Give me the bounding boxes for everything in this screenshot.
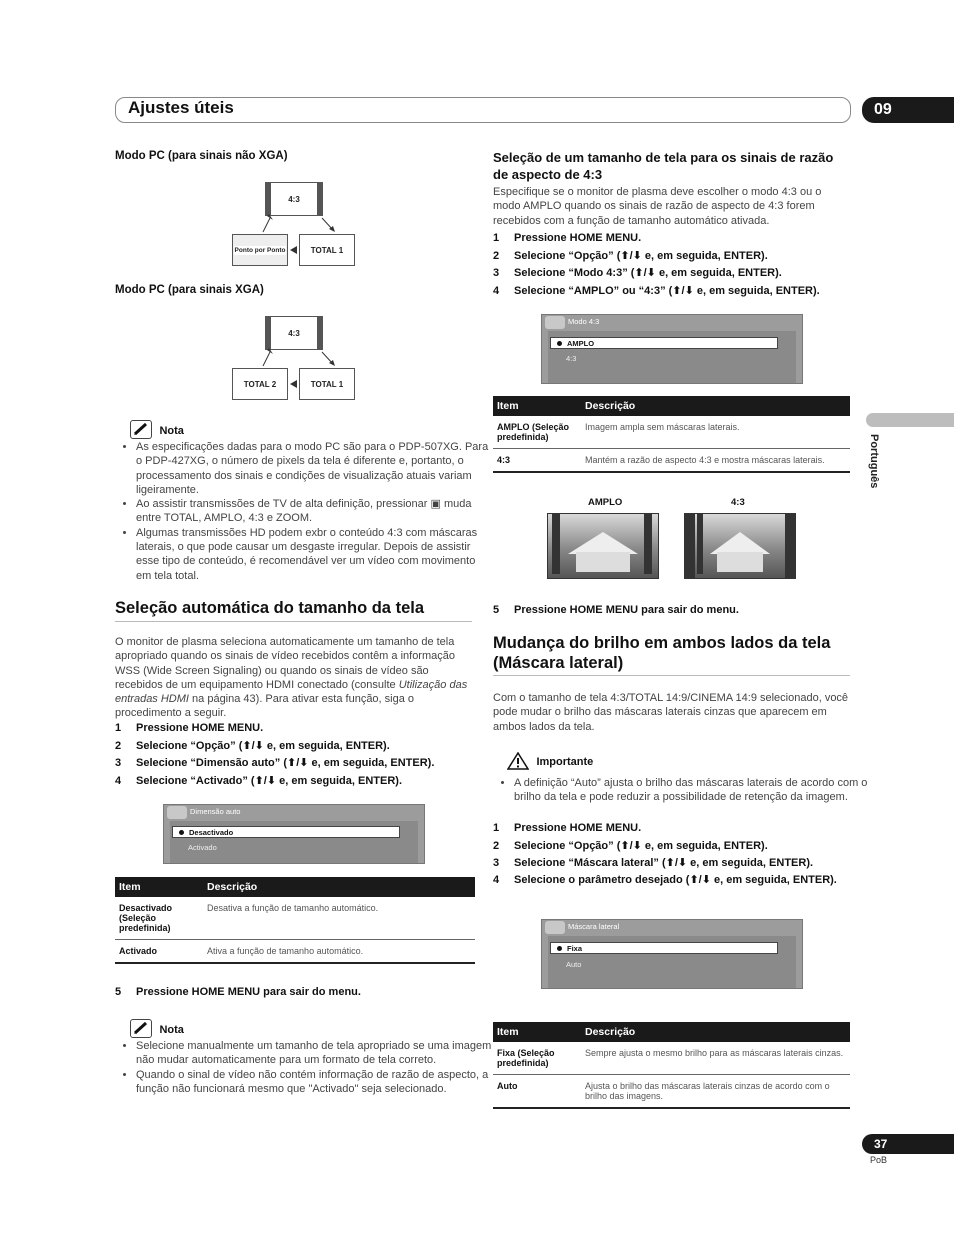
- note-header: Nota: [130, 420, 184, 443]
- page-title: Ajustes úteis: [128, 98, 234, 117]
- important-list: [493, 776, 870, 805]
- table-row: 4:3 Mantém a razão de aspecto 4:3 e mostra máscaras laterais.: [493, 449, 850, 473]
- menu-mascara-lateral: Máscara lateral Fixa Auto: [541, 919, 803, 989]
- table-row: Auto Ajusta o brilho das máscaras laterais cinzas de acordo com o brilho das imagens.: [493, 1075, 850, 1109]
- ratio-heading: Seleção de um tamanho de tela para os sinais de razão de aspecto de 4:3: [493, 150, 834, 182]
- house-image-43: [684, 513, 796, 579]
- page-code: PoB: [870, 1155, 888, 1165]
- menu-modo-43: Modo 4:3 AMPLO 4:3: [541, 314, 803, 384]
- menu-home-icon: [545, 921, 565, 934]
- menu-home-icon: [167, 806, 187, 819]
- list-item: • A definição “Auto” ajusta o brilho das máscaras laterais de acordo com o brilho da tela e pode reduzir a possibilidade de retenção da imagem.: [514, 776, 870, 805]
- diagram-box-43-xga: 4:3: [265, 316, 323, 350]
- table-row: Desactivado (Seleção predefinida) Desativa a função de tamanho automático.: [115, 897, 475, 940]
- auto-size-heading: Seleção automática do tamanho da tela: [115, 599, 425, 617]
- page-number: 37: [862, 1134, 954, 1154]
- menu-home-icon: [545, 316, 565, 329]
- ratio-step-5: 5 Pressione HOME MENU para sair do menu.: [493, 604, 739, 616]
- ratio-intro: Especifique se o monitor de plasma deve escolher o modo 4:3 ou o modo AMPLO quando os sinais de razão de aspecto de 4:3 forem recebidos com a função de tamanho automático ativada.: [493, 186, 822, 227]
- pc-xga-title: Modo PC (para sinais XGA): [115, 284, 264, 296]
- pencil-note-icon: [130, 420, 152, 439]
- side-tab: [866, 413, 954, 427]
- chapter-number: 09: [862, 97, 954, 123]
- auto-step-5: 5 Pressione HOME MENU para sair do menu.: [115, 986, 361, 998]
- table-row: Fixa (Seleção predefinida) Sempre ajusta o mesmo brilho para as máscaras laterais cinzas.: [493, 1042, 850, 1075]
- table-row: AMPLO (Seleção predefinida) Imagem ampla sem máscaras laterais.: [493, 416, 850, 449]
- list-item: • Selecione manualmente um tamanho de tela apropriado se uma imagem não mudar automaticamente para um formato de tela correto.: [136, 1039, 492, 1068]
- list-item: • Quando o sinal de vídeo não contém informação de razão de aspecto, a função não funcionará mesmo que "Activado" seja selecionado.: [136, 1068, 492, 1097]
- menu-option[interactable]: Auto: [566, 960, 582, 969]
- note2-list: [115, 1039, 492, 1096]
- warning-icon: [507, 752, 529, 770]
- auto-size-intro: O monitor de plasma seleciona automaticamente um tamanho de tela apropriado quando os sinais de vídeo recebidos contêm a informação WSS (Wide Screen Signaling) ou quando os sinais de vídeo são recebidos de um equipamento HDMI conectado (consulte Utilização das entradas HDMI na página 43). Para ativar esta função, siga o procedimento a seguir.: [115, 636, 468, 720]
- auto-steps: 1 Pressione HOME MENU. 2 Selecione “Opção” (⬆/⬇ e, em seguida, ENTER). 3 Selecione “Dimensão auto” (⬆/⬇ e, em seguida, ENTER). 4 Selecione “Activado” (⬆/⬇ e, em seguida, ENTER).: [115, 722, 435, 787]
- mask-intro: Com o tamanho de tela 4:3/TOTAL 14:9/CINEMA 14:9 selecionado, você pode mudar o brilho das máscaras laterais cinzas que aparecem em ambos lados da tela.: [493, 692, 849, 733]
- mask-table: Item Descrição Fixa (Seleção predefinida) Sempre ajusta o mesmo brilho para as máscaras laterais cinzas. Auto Ajusta o brilho das máscaras laterais cinzas de acordo com o brilho das imagens.: [493, 1022, 850, 1109]
- diagram-box-total2: TOTAL 2: [232, 368, 288, 400]
- house-image-wide: [547, 513, 659, 579]
- note-header-2: Nota: [130, 1019, 184, 1042]
- menu-option-selected[interactable]: Desactivado: [172, 826, 400, 838]
- ratio-steps: 1 Pressione HOME MENU. 2 Selecione “Opção” (⬆/⬇ e, em seguida, ENTER). 3 Selecione “Modo 4:3” (⬆/⬇ e, em seguida, ENTER). 4 Selecione “AMPLO” ou “4:3” (⬆/⬇ e, em seguida, ENTER).: [493, 232, 820, 297]
- diagram-box-dot-by-dot: Ponto por Ponto: [232, 234, 288, 266]
- diagram-box-total1: TOTAL 1: [299, 234, 355, 266]
- menu-option-selected[interactable]: Fixa: [550, 942, 778, 954]
- list-item: • Ao assistir transmissões de TV de alta definição, pressionar ▣ muda entre TOTAL, AMPLO, 4:3 e ZOOM.: [136, 497, 492, 526]
- pc-non-xga-title: Modo PC (para sinais não XGA): [115, 150, 288, 162]
- diagram-box-total1-xga: TOTAL 1: [299, 368, 355, 400]
- heading-rule: [493, 675, 850, 676]
- mask-heading: Mudança do brilho em ambos lados da tela (Máscara lateral): [493, 634, 831, 672]
- heading-rule: [115, 621, 472, 622]
- menu-option[interactable]: 4:3: [566, 354, 577, 363]
- side-language: Português: [868, 434, 880, 489]
- table-row: Activado Ativa a função de tamanho automático.: [115, 940, 475, 964]
- note1-list: [115, 440, 492, 583]
- important-header: Importante: [507, 752, 593, 770]
- mask-steps: 1 Pressione HOME MENU. 2 Selecione “Opção” (⬆/⬇ e, em seguida, ENTER). 3 Selecione “Máscara lateral” (⬆/⬇ e, em seguida, ENTER). 4 Selecione o parâmetro desejado (⬆/⬇ e, em seguida, ENTER).: [493, 822, 837, 886]
- diagram-box-43: 4:3: [265, 182, 323, 216]
- img-label-amplo: AMPLO: [588, 497, 623, 508]
- ratio-table: Item Descrição AMPLO (Seleção predefinida) Imagem ampla sem máscaras laterais. 4:3 Mantém a razão de aspecto 4:3 e mostra máscaras laterais.: [493, 396, 850, 473]
- menu-option[interactable]: Activado: [188, 843, 217, 852]
- pencil-note-icon: [130, 1019, 152, 1038]
- menu-option-selected[interactable]: AMPLO: [550, 337, 778, 349]
- list-item: • As especificações dadas para o modo PC são para o PDP-507XG. Para o PDP-427XG, o número de pixels da tela é diferente e, portanto, o processamento dos sinais e condições de visualização atuais variam ligeiramente.: [136, 440, 492, 497]
- menu-dimensao-auto: Dimensão auto Desactivado Activado: [163, 804, 425, 864]
- list-item: • Algumas transmissões HD podem exbr o conteúdo 4:3 com máscaras laterais, o que pode causar um desgaste irregular. Depois de assistir esse tipo de conteúdo, é recomendável ver um vídeo com movimento em tela total.: [136, 526, 492, 583]
- img-label-43: 4:3: [731, 497, 745, 508]
- auto-table: Item Descrição Desactivado (Seleção predefinida) Desativa a função de tamanho automático. Activado Ativa a função de tamanho automático.: [115, 877, 475, 964]
